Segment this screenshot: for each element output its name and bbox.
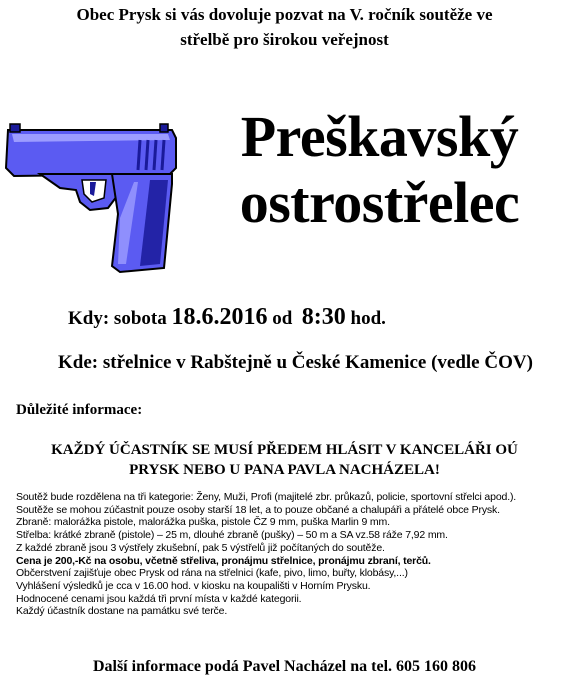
pistol-illustration [0, 118, 180, 278]
title-line-1: Preškavský [240, 104, 519, 169]
title-line-2: ostrostřelec [239, 170, 520, 235]
price-line: Cena je 200,-Kč na osobu, včetně střeliva, pronájmu střelnice, pronájmu zbraní, terčů. [16, 554, 431, 567]
contact-footer: Další informace podá Pavel Nacházel na tel. 605 160 806 [92, 658, 477, 675]
intro-text [0, 2, 569, 52]
rule-line: Vyhlášení výsledků je cca v 16.00 hod. v kiosku na koupališti v Horním Prysku. [16, 579, 371, 592]
event-when [68, 304, 386, 331]
rule-line: Z každé zbraně jsou 3 výstřely zkušební, pak 5 výstřelů již počítaných do soutěže. [16, 541, 385, 554]
when-label: Kdy: sobota [68, 308, 167, 329]
rule-line: Hodnocené cenami jsou každá tři první místa v každé kategorii. [16, 592, 302, 605]
rules-list [16, 491, 566, 618]
rule-line: Zbraně: malorážka pistole, malorážka puška, pistole ČZ 9 mm, puška Marlin 9 mm. [16, 516, 390, 529]
event-title [190, 104, 569, 236]
when-suffix: hod. [350, 308, 386, 329]
rule-line: Soutěže se mohou zúčastnit pouze osoby starší 18 let, a to pouze občané a chalupáři a přátelé obce Prysk. [16, 503, 500, 516]
notice-line-1: KAŽDÝ ÚČASTNÍK SE MUSÍ PŘEDEM HLÁSIT V KANCELÁŘI OÚ [51, 442, 518, 458]
rule-line: Střelba: krátké zbraně (pistole) – 25 m, dlouhé zbraně (pušky) – 50 m a SA vz.58 ráže 7,92 mm. [16, 529, 448, 542]
event-where: Kde: střelnice v Rabštejně u České Kamenice (vedle ČOV) [58, 352, 533, 373]
intro-line-1: Obec Prysk si vás dovoluje pozvat na V. ročník soutěže ve [76, 5, 493, 24]
when-from: od [272, 308, 293, 329]
registration-notice [0, 440, 569, 480]
rule-line: Soutěž bude rozdělena na tři kategorie: Ženy, Muži, Profi (majitelé zbr. průkazů, policie, sportovní střelci apod.). [16, 491, 517, 503]
info-heading: Důležité informace: [16, 402, 143, 418]
intro-line-2: střelbě pro širokou veřejnost [180, 30, 389, 49]
notice-line-2: PRYSK NEBO U PANA PAVLA NACHÁZELA! [129, 462, 440, 478]
rule-line: Občerstvení zajišťuje obec Prysk od rána na střelnici (kafe, pivo, limo, buřty, klobásy,...) [16, 567, 408, 580]
event-time: 8:30 [301, 304, 346, 330]
event-date: 18.6.2016 [171, 304, 268, 330]
rule-line: Každý účastník dostane na památku své terče. [16, 605, 228, 618]
pistol-icon [0, 118, 180, 278]
